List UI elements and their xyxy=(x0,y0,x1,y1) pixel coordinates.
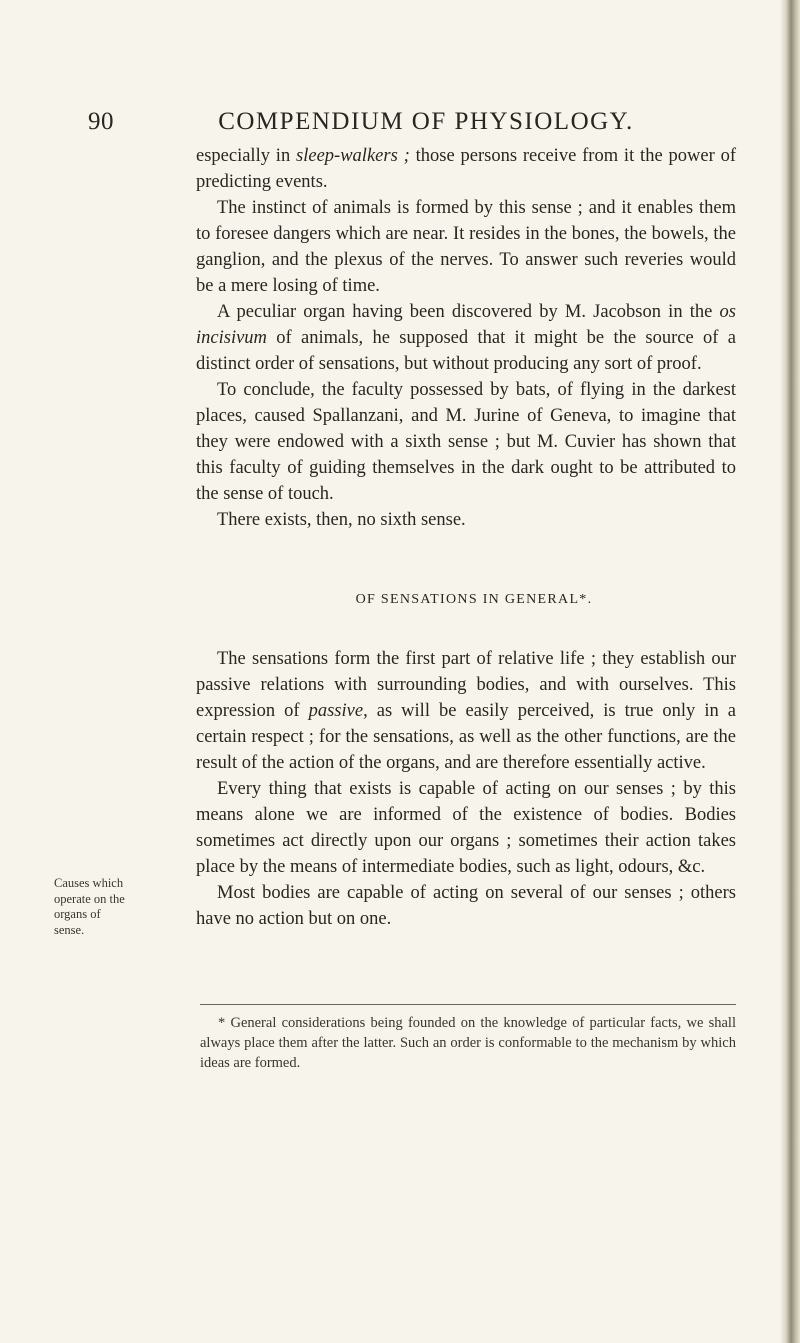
italic-term: passive, xyxy=(308,701,368,721)
page-number: 90 xyxy=(88,108,114,135)
paragraph-text: especially in xyxy=(196,146,297,166)
margin-note-line: Causes which xyxy=(54,876,124,890)
footnote-text: * General considerations being founded on the knowledge of particular facts, we shall always place them after the latter. Such an order is conformable to the mechanism by which ideas are formed. xyxy=(200,1015,736,1071)
paragraph-jacobson xyxy=(196,299,736,377)
paragraph-sensations xyxy=(196,646,736,776)
paragraph-text: as will be easily perceived, is true only in a certain respect ; for the sensations, as well as the other functions, are the result of the action of the organs, and are therefore essentially active. xyxy=(196,701,736,773)
paragraph-instinct: The instinct of animals is formed by this sense ; and it enables them to foresee dangers which are near. It resides in the bones, the bowels, the ganglion, and the plexus of the nerves. To answer such reveries would be a mere losing of time. xyxy=(196,198,736,296)
paragraph-text: A peculiar organ having been discovered by M. Jacobson in the xyxy=(217,302,720,322)
page-title: COMPENDIUM OF PHYSIOLOGY. xyxy=(218,108,634,135)
paragraph-text: those persons receive from it the power of predicting events. xyxy=(196,146,736,192)
paragraph-text: of animals, he supposed that it might be the source of a distinct order of sensations, but without producing any sort of proof. xyxy=(196,328,736,374)
paragraph-most-bodies: Most bodies are capable of acting on several of our senses ; others have no action but on one. xyxy=(196,883,736,929)
paragraph-sleep-walkers xyxy=(196,143,736,195)
section-heading: OF SENSATIONS IN GENERAL*. xyxy=(355,592,593,607)
page-edge-shadow xyxy=(780,0,800,1343)
paragraph-no-sixth-sense: There exists, then, no sixth sense. xyxy=(217,510,466,530)
paragraph-every-thing: Every thing that exists is capable of acting on our senses ; by this means alone we are informed of the existence of bodies. Bodies sometimes act directly upon our organs ; sometimes their action takes place by the means of intermediate bodies, such as light, odours, &c. xyxy=(196,779,736,877)
footnote xyxy=(200,1013,736,1073)
lower-text-block xyxy=(196,646,736,932)
paragraph-text: The sensations form the first part of relative life ; they establish our passive relations with surrounding bodies, and with ourselves. This expression of xyxy=(196,649,736,721)
top-text-block xyxy=(196,143,736,533)
margin-note-line: organs of xyxy=(54,907,101,921)
footnote-divider xyxy=(200,1004,736,1005)
paragraph-bats: To conclude, the faculty possessed by bats, of flying in the darkest places, caused Spallanzani, and M. Jurine of Geneva, to imagine that they were endowed with a sixth sense ; but M. Cuvier has shown that this faculty of guiding themselves in the dark ought to be attributed to the sense of touch. xyxy=(196,380,736,504)
margin-note-line: operate on the xyxy=(54,891,125,906)
italic-term: os incisivum xyxy=(196,302,736,348)
margin-note xyxy=(54,876,164,938)
running-head xyxy=(88,108,718,142)
margin-note-line: sense. xyxy=(54,922,85,937)
italic-term: sleep-walkers ; xyxy=(296,146,410,166)
